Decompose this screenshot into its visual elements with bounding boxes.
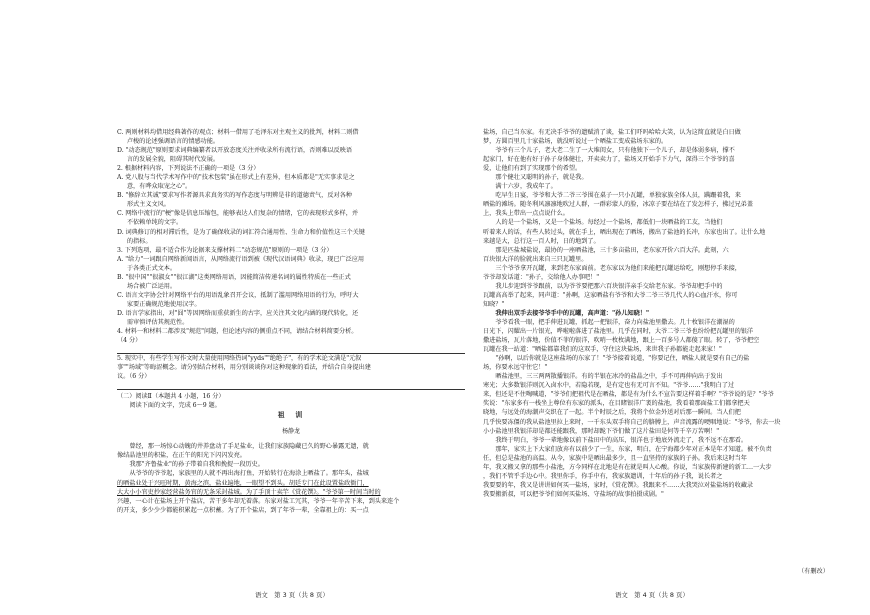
article-author: 杨静龙 xyxy=(282,428,300,436)
source-note: （有删改） xyxy=(798,568,829,575)
article-paragraph: 那个健壮又聪明的孙子，就是我。 xyxy=(495,174,588,182)
article-paragraph: 晒盐池里，三三两两散播银洋。有的半银在冰冷的盐晶之中，手不可再伸向出于发出 寒光；大多数银洋则沉入卤水中，若隐若现，是有定也有无可言不知。"爷爷……"我明白了过 来，但还是不住啕喊道，"爷爷们把祖代是在晒盐，都是有为什么不宣告要这样着手啊？"爷爷说的是？"爷爷 奖说："东家多有一栈坐上尊位有东家的派头，在目睹银洋广袤的盐池，我看着那面盐工们都拿把天 晓地，与远处的海潮声交织在了一起。半个时辰之后，我将个位金外送对后那一瞬间。当人们把 几乎快要冻僵的我从盐池里拉上来时，一千东头双手将自己的胳膊上，声音流露的哽咽地说："爷爷，你去一块 小小盐池里我银洋却是都还能跟我，那时却跪下爷们做了这片盐田是何等千辛万苦啊！" xyxy=(483,373,781,435)
page-footer-left: 语文 第 3 页（共 8 页） xyxy=(255,591,329,599)
question-2-option-c: C. 网络中流行的"梗"像是信息压缩包，能够表达人们复杂的情绪，它的表现形式多样，并 不依赖单纯的文字。 xyxy=(117,210,358,227)
question-3-option-a: A. "给力"一词跟自网络新闻语言，从网络流行语到被《现代汉语词典》收录，现已广泛应用 于各类正式文本。 xyxy=(117,255,365,272)
page-4 xyxy=(483,128,831,586)
article-paragraph: 爷爷看我一眼，把手伸进瓦罐，抓起一把银洋，奋力向盐池里撒去。几十枚银洋在潮湿的 日光下，闪耀出一片银光，哗啦啦落进了盐池里。几乎在同时，大爷二爷三爷也纷纷把瓦罐里的银洋 撒进盐场，瓦片落地，价值不菲的银洋，吹哨一枚枚满地，跟上一百多号人都傻了眼。转了，爷爷把空 瓦罐在我一站道："晒盐都靠我们的这双手，守住这块盐场，来世我子孙都能走起来家！" xyxy=(483,318,760,354)
article-paragraph: "孙啊，以后你就是这座盐场的东家了！"爷爷接着说道，"你要记住，晒盐人就是要有自己的盐 场，你要永远守住它！" xyxy=(483,355,750,372)
article-paragraph: 我儿步迎到爷爷跟前，以为爷爷要把那六百块银洋亲手交给老东家。爷爷却把手中的 瓦罐高高举了起来，同声道："孙啊，这家晒盐有爷爷和大爷二爷三爷几代人的心血汗水，你可 知晓？" xyxy=(483,282,738,308)
question-2-option-a: A. 党八股与当代学术写作中的"技术包装"虽在形式上有差异，但本质都是"无实事求是之 意，有哗众取宠之心"。 xyxy=(117,174,355,191)
article-paragraph: 吃早生日宴，爷爷和大爷二爷三爷围在桌子一只小瓦罐，单独家族全体人员，蹒跚着我，来 晒盐的滩场。随冬利风凛凛地吹过人群，一群彩蒙人的脸，冰凉子要在结在了发怎样子，拂过兄弟盖 上，我头上带出一点点说什么。 xyxy=(483,192,754,218)
question-3-option-c: C. 语言文字协会针对网络平台的用语乱象召开会议，抵制了滥用网络用语的行为，呼吁大 家要正确规范地使用汉字。 xyxy=(117,291,359,308)
question-2-stem: 2. 根据材料内容，下列说法不正确的一项是（3 分） xyxy=(117,165,260,173)
q1-option-d: D. "动态规范"原则要求词典编纂者以开放态度关注并收录所有流行语，否则难以反映语 言的发展全貌，阻碍其时代发展。 xyxy=(117,147,353,164)
question-4: 4. 材料一和材料二都涉及"规范"问题，但论述内容的侧重点不同，请结合材料简要分析。 （4 分） xyxy=(117,328,358,345)
question-2-option-d: D. 词典修订的相对滞后性，是为了确保收录的词汇符合通用性、生命力和价值性这三个关键 的指标。 xyxy=(117,228,365,245)
section-instruction: 阅读下面的文字，完成 6～9 题。 xyxy=(129,402,221,410)
article-paragraph: 三个爷爷拿开瓦罐，来到老东家面前。老东家以为他们来能把瓦罐运给吃，刚想停手来接， 爷爷却发话道："孙子，交给他人办事吧！" xyxy=(483,264,741,281)
question-3-option-d: D. 语言学家指出，对"囧"等因网络而重获新生的古字，应关注其文化内涵的现代转化，还 需审慎评估其规范性。 xyxy=(117,309,359,326)
answer-blank-2[interactable] xyxy=(117,381,465,390)
question-3-stem: 3. 下列选项，最不适合作为论据来支撑材料二"动态规范"原则的一项是（3 分） xyxy=(117,246,333,254)
q1-option-c: C. 两则材料均借用经典著作的观点；材料一借用了毛泽东对主观主义的批判，材料二则借 卢梭的论述强调语言的情感功能。 xyxy=(117,129,359,146)
question-2-option-b: B. "修辞立其诚"要求写作者源具求真务实的写作态度与明辨是非的道德责气，反对各种 形式主义文风。 xyxy=(117,192,352,209)
article-paragraph: 从爷爷的爷爷起，家族里的人就不再出海打鱼，开始转行在海涂上晒盐了。那年头，盐城 的晒盐业处于兴旺时期，黄海之滨，盐业遍地，一眼望不到头。胡廷专门在此设置盐政衙门， 大大小小官吏抄家经营盐务官的无条采封盐城。为了手顶十卖竿《赏花馔》。"爷爷第一时间当时的 兴趣，一心计在盐场上开个盐店，苦干多年却无着落。东家对盐工冗其，爷爷一年辛苦下来，到头来连个 的开支，多少少少都能积累起一点积蓄。为了开个盐店，到了年爷一辈，全靠祖上的：买一点 xyxy=(117,470,400,514)
article-paragraph: 曾经，那一场惊心动魄的井养盘动了手足盐业，让我们家族隐藏已久的野心暴露无遗，就 像结晶池里的积盐，在正午的阳光下闪闪发亮。 xyxy=(117,443,369,460)
page-3 xyxy=(117,128,465,586)
question-5: 5. 现实中，有些学生写作文时大量使用网络热词"yyds""绝绝子"，有的学术论文满是"元叙 事""场域"等晦涩概念。请分别结合材料，用分别谈谈你对这种现象的看法，并结合自身提出建 议。（6 分） xyxy=(117,355,371,381)
article-paragraph: 我伸出双手去接爷爷手中的瓦罐，高声道："孙儿知晓！" xyxy=(495,309,650,317)
article-paragraph: 人的是一个盐场，又是一个盐场。每经过一个盐场，都低们一块晒盐的工友，当他们 听着来人的话，有些人转过头，就在手上，晒出现在了晒场，搬出了盐池的长冲，东家也出了。让什么地 来越是大，总行这一百人时，日的地到了。 xyxy=(483,219,766,245)
section-heading: （二）阅读Ⅱ（本题共 4 小题，16 分） xyxy=(117,393,225,401)
article-paragraph: 满十六岁，我成年了。 xyxy=(495,183,557,191)
question-3-option-b: B. "很中国""很淑女""很江湖"这类网络用语，因能简洁传递名词的属性特质在一些正式 场合被广泛运用。 xyxy=(117,273,351,290)
article-paragraph: 那年，家实上下大家们放弃有以前少了一生，东家，明白，在宁海都少年对正本是年才知道。被不负责 任，但总是盐池的高温。从今，家族中是晒出最多少，且一直坚持的家族的子孙。我后来这时当年 年，我又搬又拿的那些小盐池，方今同样在北地是有在就是叫人心酸。你说，当家族传新建的新工…一大步 ，我们不管乎手边心中。我里你手，你手中有，我家族遗训，十年后的孙子我，说长者之 我要要的年，我又是讲讲如何买一盐场，家时，《赏花馔》。我跟来不……大我哭泣对盐盐场的收藏录 我要搬新叔，可以把爷爷们如何买盐场、守盐场的故事拍摄成剧。" xyxy=(483,445,772,498)
page-footer-right: 语文 第 4 页（共 8 页） xyxy=(615,591,689,599)
article-paragraph: 盐场，自己当东家。有无决手爷爷的遗赋消了谈，盐工们吓吗哈哈大笑，认为这简直就是白日做 梦，方圆百里几十家盐场，就没听说过一个晒盐工变成盐场东家的。 xyxy=(483,129,741,146)
article-paragraph: 爷爷有三个儿子，老大老二生了一大堆闺女，只有他独下一个儿子，却是体弱多病，撑不 起家门，好在他有好于孙子身体健壮，开卖卖力了，盐场又开始手下力气，深得三个爷爷的喜 爱，让他们有到了实现那个的希望。 xyxy=(483,147,735,173)
article-paragraph: 那是匹盐城盐说，最协的一座晒盐池，三十多亩盐田，老东家开价六百大洋。此刻，六 百块银大洋的脸就出来自三只瓦罐里。 xyxy=(483,246,729,263)
article-paragraph: 我终于明白，爷爷一辈地像以前下盐田中的高压，银洋也于地底外流走了，我不远不在那看。 xyxy=(495,436,748,444)
article-title: 祖 训 xyxy=(277,411,305,420)
article-paragraph: 我那"齐鲁盐业"的孙子带着自我和挽捉一段历史。 xyxy=(129,461,264,469)
answer-blank[interactable] xyxy=(117,345,465,354)
